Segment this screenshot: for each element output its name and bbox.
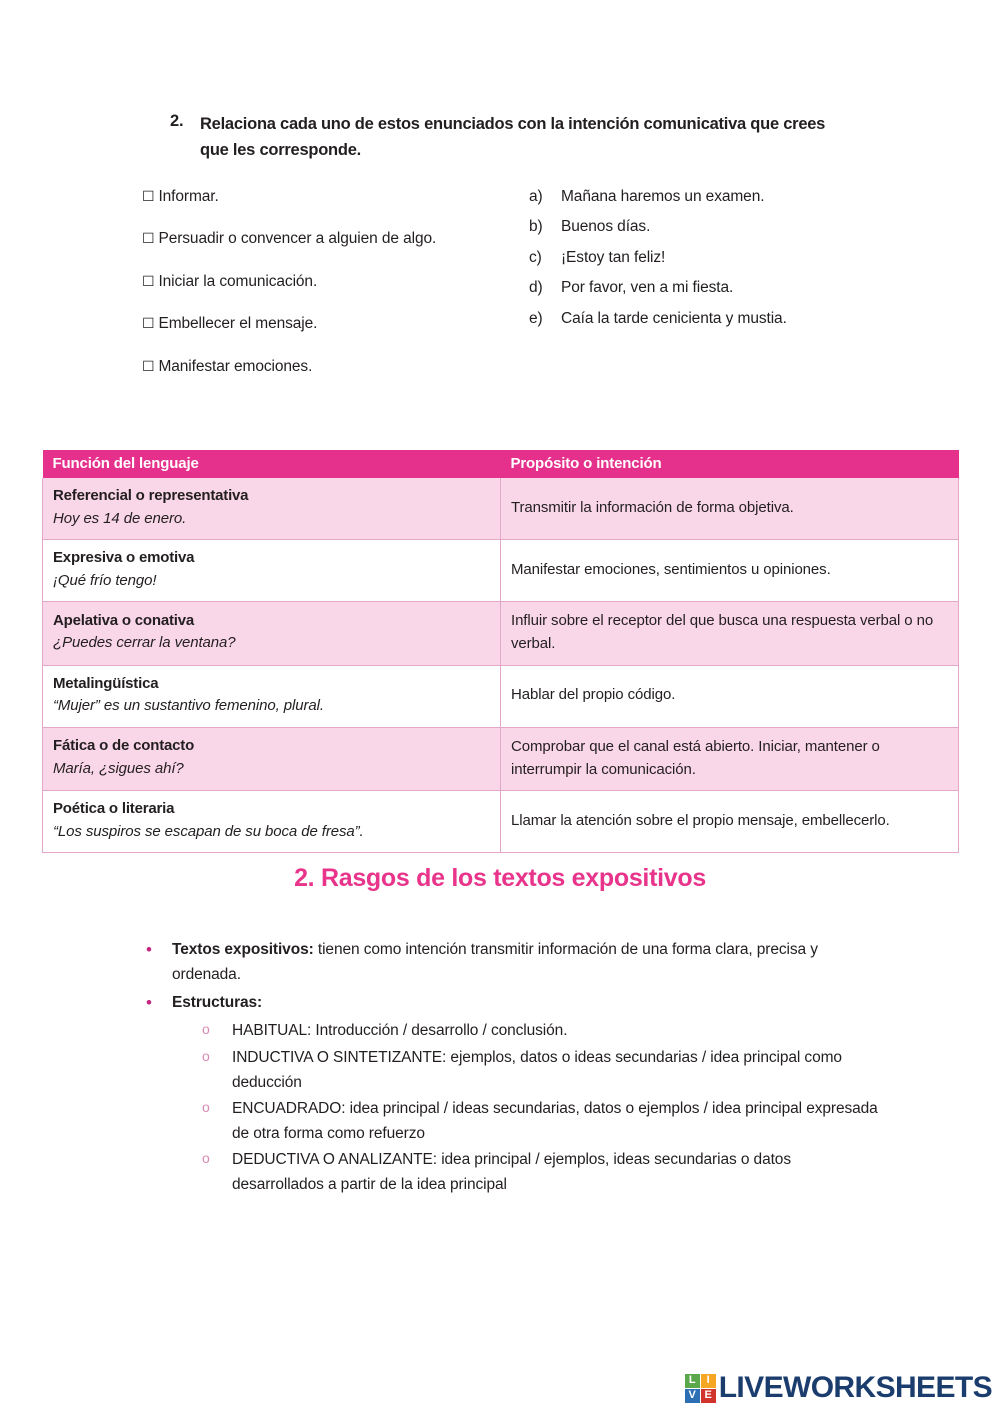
list-item-letter: a)	[529, 188, 543, 205]
function-example: Hoy es 14 de enero.	[53, 509, 187, 527]
bullet-ring-icon: o	[202, 1098, 210, 1115]
purpose-text: Transmitir la información de forma objetiva.	[511, 498, 794, 516]
bullet-lead: Estructuras:	[172, 993, 263, 1011]
checkbox-icon[interactable]: ☐	[142, 188, 155, 204]
bullet-lead: Textos expositivos:	[172, 941, 314, 958]
checkbox-item[interactable]	[142, 356, 492, 378]
function-example: “Los suspiros se escapan de su boca de fresa”.	[53, 822, 364, 840]
column-header-function: Función del lenguaje	[43, 450, 501, 478]
cell-function	[43, 478, 501, 540]
function-name: Apelativa o conativa	[53, 611, 195, 629]
column-header-purpose: Propósito o intención	[501, 450, 959, 478]
language-functions-table	[42, 450, 959, 853]
list-item-letter: d)	[529, 279, 543, 297]
checkbox-item-label: Informar.	[158, 188, 219, 205]
table-header-row	[43, 450, 959, 478]
liveworksheets-logo[interactable]	[685, 1371, 992, 1405]
cell-purpose	[501, 665, 959, 727]
bullet-item	[142, 991, 882, 1016]
list-item	[529, 308, 962, 330]
sub-bullet-item	[142, 1147, 882, 1197]
list-item	[529, 247, 962, 269]
checkbox-item[interactable]	[142, 313, 492, 335]
function-example: ¡Qué frío tengo!	[53, 571, 157, 589]
logo-cell-v: V	[685, 1389, 700, 1403]
sub-bullet-text: INDUCTIVA O SINTETIZANTE: ejemplos, datos o ideas secundarias / idea principal como deducción	[232, 1048, 842, 1091]
function-example: ¿Puedes cerrar la ventana?	[53, 634, 236, 652]
function-example: “Mujer” es un sustantivo femenino, plural.	[53, 697, 324, 714]
sub-bullet-item	[142, 1045, 882, 1095]
bullet-rest: tienen como intención transmitir información de una forma clara, precisa y ordenada.	[172, 941, 818, 983]
cell-purpose	[501, 602, 959, 666]
cell-purpose	[501, 478, 959, 540]
function-example: María, ¿sigues ahí?	[53, 759, 184, 777]
cell-function	[43, 791, 501, 853]
bullet-ring-icon: o	[202, 1047, 210, 1064]
bullet-ring-icon: o	[202, 1149, 210, 1166]
bullet-section	[142, 938, 882, 1198]
logo-wordmark: LIVEWORKSHEETS	[718, 1371, 992, 1404]
cell-function	[43, 602, 501, 666]
list-item-letter: e)	[529, 309, 543, 327]
list-item-letter: b)	[529, 218, 543, 236]
matching-left-column	[142, 186, 492, 398]
sub-bullet-text: DEDUCTIVA O ANALIZANTE: idea principal / ejemplos, ideas secundarias o datos desarrollados a partir de la idea principal	[232, 1150, 791, 1194]
list-item	[529, 186, 962, 208]
list-item-text: Buenos días.	[561, 218, 651, 236]
cell-purpose	[501, 727, 959, 791]
logo-cell-l: L	[685, 1374, 700, 1388]
sub-bullet-item	[142, 1018, 882, 1043]
exercise-number: 2.	[170, 112, 184, 130]
purpose-text: Hablar del propio código.	[511, 686, 676, 704]
checkbox-item-label: Iniciar la comunicación.	[158, 272, 318, 290]
structure-sublist	[142, 1018, 882, 1197]
table-row	[43, 478, 959, 540]
logo-cell-i: I	[701, 1374, 716, 1388]
checkbox-icon[interactable]: ☐	[142, 315, 155, 332]
purpose-text: Manifestar emociones, sentimientos u opiniones.	[511, 560, 831, 578]
function-name: Fática o de contacto	[53, 737, 195, 755]
cell-function	[43, 727, 501, 791]
sub-bullet-text: ENCUADRADO: idea principal / ideas secundarias, datos o ejemplos / idea principal expresada de otra forma como refuerzo	[232, 1099, 878, 1142]
checkbox-icon[interactable]: ☐	[142, 357, 155, 374]
checkbox-item-label: Manifestar emociones.	[158, 357, 313, 375]
cell-purpose	[501, 791, 959, 853]
checkbox-icon[interactable]: ☐	[142, 230, 155, 247]
bullet-ring-icon: o	[202, 1021, 210, 1038]
matching-exercise	[142, 186, 962, 398]
cell-function	[43, 665, 501, 727]
checkbox-item[interactable]	[142, 186, 492, 208]
table-row	[43, 602, 959, 666]
exercise-prompt: Relaciona cada uno de estos enunciados con la intención comunicativa que crees que les corresponde.	[200, 115, 826, 159]
list-item	[529, 277, 962, 299]
bullet-text	[172, 938, 882, 988]
purpose-text: Llamar la atención sobre el propio mensaje, embellecerlo.	[511, 811, 890, 829]
list-item	[529, 216, 962, 238]
checkbox-item[interactable]	[142, 228, 492, 250]
section-title: 2. Rasgos de los textos expositivos	[294, 864, 706, 892]
function-name: Referencial o representativa	[53, 487, 249, 504]
list-item-letter: c)	[529, 248, 542, 266]
cell-purpose	[501, 540, 959, 602]
purpose-text: Influir sobre el receptor del que busca una respuesta verbal o no verbal.	[511, 612, 934, 653]
list-item-text: ¡Estoy tan feliz!	[561, 248, 666, 266]
list-item-text: Mañana haremos un examen.	[561, 188, 765, 205]
sub-bullet-text: HABITUAL: Introducción / desarrollo / conclusión.	[232, 1022, 568, 1040]
list-item-text: Por favor, ven a mi fiesta.	[561, 279, 734, 297]
liveworksheets-mark-icon	[685, 1374, 716, 1403]
function-name: Poética o literaria	[53, 800, 175, 817]
checkbox-item[interactable]	[142, 271, 492, 293]
table-row	[43, 665, 959, 727]
logo-cell-e: E	[701, 1389, 716, 1403]
checkbox-icon[interactable]: ☐	[142, 272, 155, 289]
list-item-text: Caía la tarde cenicienta y mustia.	[561, 309, 787, 327]
function-name: Expresiva o emotiva	[53, 549, 195, 566]
bullet-text	[172, 991, 882, 1016]
checkbox-item-label: Embellecer el mensaje.	[158, 315, 318, 333]
bullet-dot-icon: •	[146, 940, 152, 959]
purpose-text: Comprobar que el canal está abierto. Iniciar, mantener o interrumpir la comunicación.	[511, 737, 880, 778]
exercise-heading	[170, 112, 870, 163]
cell-function	[43, 540, 501, 602]
table-row	[43, 540, 959, 602]
bullet-item	[142, 938, 882, 988]
sub-bullet-item	[142, 1096, 882, 1146]
matching-right-column	[529, 186, 962, 398]
function-name: Metalingüística	[53, 674, 159, 692]
bullet-dot-icon: •	[146, 992, 152, 1012]
checkbox-item-label: Persuadir o convencer a alguien de algo.	[158, 230, 437, 248]
table-row	[43, 727, 959, 791]
table-row	[43, 791, 959, 853]
